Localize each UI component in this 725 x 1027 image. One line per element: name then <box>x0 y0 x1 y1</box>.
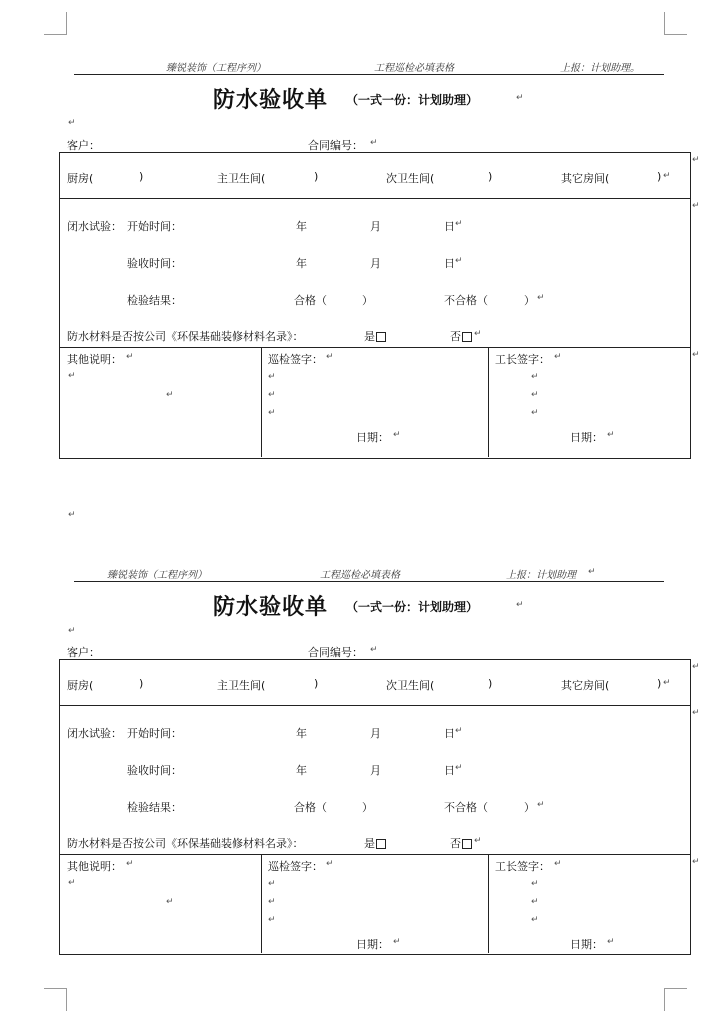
checkbox-icon <box>376 332 386 342</box>
pass-option: 合格（ <box>294 294 327 307</box>
room-close-paren: ) <box>314 677 319 690</box>
paragraph-mark: ↵ <box>474 836 482 846</box>
crop-mark-top-left <box>44 12 67 35</box>
header-company: 臻锐装饰（工程序列） <box>107 570 207 581</box>
room-other: 其它房间( <box>561 679 610 692</box>
room-close-paren: ) <box>657 170 662 183</box>
table-divider <box>59 705 690 706</box>
paragraph-mark: ↵ <box>268 879 276 889</box>
room-close-paren: ) <box>314 170 319 183</box>
fail-option: 不合格（ <box>444 294 488 307</box>
paragraph-mark: ↵ <box>531 372 539 382</box>
room-close-paren: ) <box>657 677 662 690</box>
room-close-paren: ) <box>139 677 144 690</box>
paragraph-mark: ↵ <box>455 763 463 773</box>
form-subtitle: （一式一份：计划助理） <box>346 600 479 614</box>
accept-time-label: 验收时间： <box>127 257 182 270</box>
date-label: 日期： <box>570 431 603 444</box>
header-rule <box>74 581 664 582</box>
paragraph-mark: ↵ <box>68 626 76 636</box>
crop-mark-top-right <box>664 12 687 35</box>
room-kitchen: 厨房( <box>67 172 94 185</box>
result-label: 检验结果： <box>127 294 182 307</box>
paragraph-mark: ↵ <box>268 897 276 907</box>
paragraph-mark: ↵ <box>268 372 276 382</box>
material-yes[interactable] <box>364 328 386 344</box>
paragraph-mark: ↵ <box>393 937 401 947</box>
material-no[interactable] <box>450 328 472 344</box>
paragraph-mark: ↵ <box>326 859 334 869</box>
table-divider <box>261 854 262 953</box>
paragraph-mark: ↵ <box>537 293 545 303</box>
paragraph-mark: ↵ <box>166 390 174 400</box>
paragraph-mark: ↵ <box>126 859 134 869</box>
notes-label: 其他说明： <box>67 353 122 366</box>
test-label: 闭水试验： <box>67 220 122 233</box>
day-label: 日 <box>444 220 455 233</box>
close-paren: ） <box>524 294 535 307</box>
customer-label: 客户： <box>67 646 100 659</box>
paragraph-mark: ↵ <box>68 510 76 520</box>
year-label: 年 <box>296 727 307 740</box>
paragraph-mark: ↵ <box>588 567 596 577</box>
date-label: 日期： <box>356 938 389 951</box>
paragraph-mark: ↵ <box>531 390 539 400</box>
paragraph-mark: ↵ <box>554 859 562 869</box>
result-label: 检验结果： <box>127 801 182 814</box>
header-center: 工程巡检必填表格 <box>374 63 454 74</box>
paragraph-mark: ↵ <box>68 878 76 888</box>
paragraph-mark: ↵ <box>393 430 401 440</box>
paragraph-mark: ↵ <box>692 155 700 165</box>
paragraph-mark: ↵ <box>531 879 539 889</box>
accept-time-label: 验收时间： <box>127 764 182 777</box>
paragraph-mark: ↵ <box>126 352 134 362</box>
material-question: 防水材料是否按公司《环保基础装修材料名录》： <box>67 330 304 343</box>
header-rule <box>74 74 664 75</box>
paragraph-mark: ↵ <box>455 726 463 736</box>
room-other: 其它房间( <box>561 172 610 185</box>
paragraph-mark: ↵ <box>370 645 378 655</box>
crop-mark-bottom-right <box>664 988 687 1011</box>
paragraph-mark: ↵ <box>516 600 524 610</box>
date-label: 日期： <box>356 431 389 444</box>
room-master-bath: 主卫生间( <box>217 172 266 185</box>
paragraph-mark: ↵ <box>166 897 174 907</box>
room-master-bath: 主卫生间( <box>217 679 266 692</box>
checkbox-icon <box>462 839 472 849</box>
paragraph-mark: ↵ <box>516 93 524 103</box>
material-yes[interactable] <box>364 835 386 851</box>
header-company: 臻锐装饰（工程序列） <box>166 63 266 74</box>
month-label: 月 <box>370 764 381 777</box>
day-label: 日 <box>444 727 455 740</box>
header-report: 上报：计划助理。 <box>560 63 640 74</box>
paragraph-mark: ↵ <box>455 219 463 229</box>
paragraph-mark: ↵ <box>692 857 700 867</box>
paragraph-mark: ↵ <box>68 371 76 381</box>
table-divider <box>59 198 690 199</box>
paragraph-mark: ↵ <box>370 138 378 148</box>
material-no[interactable] <box>450 835 472 851</box>
customer-label: 客户： <box>67 139 100 152</box>
contract-label: 合同编号： <box>308 139 363 152</box>
inspect-sign-label: 巡检签字： <box>268 860 323 873</box>
paragraph-mark: ↵ <box>692 662 700 672</box>
table-divider <box>488 347 489 457</box>
close-paren: ） <box>524 801 535 814</box>
close-paren: ） <box>362 801 373 814</box>
room-second-bath: 次卫生间( <box>386 679 435 692</box>
paragraph-mark: ↵ <box>531 897 539 907</box>
close-paren: ） <box>362 294 373 307</box>
year-label: 年 <box>296 764 307 777</box>
test-label: 闭水试验： <box>67 727 122 740</box>
paragraph-mark: ↵ <box>474 329 482 339</box>
paragraph-mark: ↵ <box>68 118 76 128</box>
material-no-label: 否 <box>450 837 461 850</box>
day-label: 日 <box>444 764 455 777</box>
pass-option: 合格（ <box>294 801 327 814</box>
table-divider <box>488 854 489 953</box>
year-label: 年 <box>296 257 307 270</box>
foreman-sign-label: 工长签字： <box>495 353 550 366</box>
year-label: 年 <box>296 220 307 233</box>
month-label: 月 <box>370 220 381 233</box>
paragraph-mark: ↵ <box>326 352 334 362</box>
paragraph-mark: ↵ <box>537 800 545 810</box>
day-label: 日 <box>444 257 455 270</box>
paragraph-mark: ↵ <box>531 915 539 925</box>
room-close-paren: ) <box>488 170 493 183</box>
paragraph-mark: ↵ <box>268 390 276 400</box>
material-yes-label: 是 <box>364 837 375 850</box>
room-second-bath: 次卫生间( <box>386 172 435 185</box>
header-report: 上报：计划助理 <box>506 570 576 581</box>
form-subtitle: （一式一份：计划助理） <box>346 93 479 107</box>
paragraph-mark: ↵ <box>607 937 615 947</box>
month-label: 月 <box>370 727 381 740</box>
contract-label: 合同编号： <box>308 646 363 659</box>
paragraph-mark: ↵ <box>268 915 276 925</box>
table-divider <box>261 347 262 457</box>
checkbox-icon <box>462 332 472 342</box>
month-label: 月 <box>370 257 381 270</box>
paragraph-mark: ↵ <box>692 708 700 718</box>
start-time-label: 开始时间： <box>127 727 182 740</box>
header-center: 工程巡检必填表格 <box>320 570 400 581</box>
form-title: 防水验收单 <box>213 87 329 113</box>
paragraph-mark: ↵ <box>531 408 539 418</box>
room-close-paren: ) <box>139 170 144 183</box>
paragraph-mark: ↵ <box>554 352 562 362</box>
form-title: 防水验收单 <box>213 594 329 620</box>
paragraph-mark: ↵ <box>455 256 463 266</box>
table-divider <box>59 347 690 348</box>
room-kitchen: 厨房( <box>67 679 94 692</box>
paragraph-mark: ↵ <box>692 350 700 360</box>
paragraph-mark: ↵ <box>607 430 615 440</box>
material-question: 防水材料是否按公司《环保基础装修材料名录》： <box>67 837 304 850</box>
material-yes-label: 是 <box>364 330 375 343</box>
foreman-sign-label: 工长签字： <box>495 860 550 873</box>
table-divider <box>59 854 690 855</box>
paragraph-mark: ↵ <box>268 408 276 418</box>
inspect-sign-label: 巡检签字： <box>268 353 323 366</box>
start-time-label: 开始时间： <box>127 220 182 233</box>
paragraph-mark: ↵ <box>663 171 671 181</box>
paragraph-mark: ↵ <box>692 201 700 211</box>
material-no-label: 否 <box>450 330 461 343</box>
date-label: 日期： <box>570 938 603 951</box>
checkbox-icon <box>376 839 386 849</box>
room-close-paren: ) <box>488 677 493 690</box>
paragraph-mark: ↵ <box>663 678 671 688</box>
notes-label: 其他说明： <box>67 860 122 873</box>
fail-option: 不合格（ <box>444 801 488 814</box>
crop-mark-bottom-left <box>44 988 67 1011</box>
